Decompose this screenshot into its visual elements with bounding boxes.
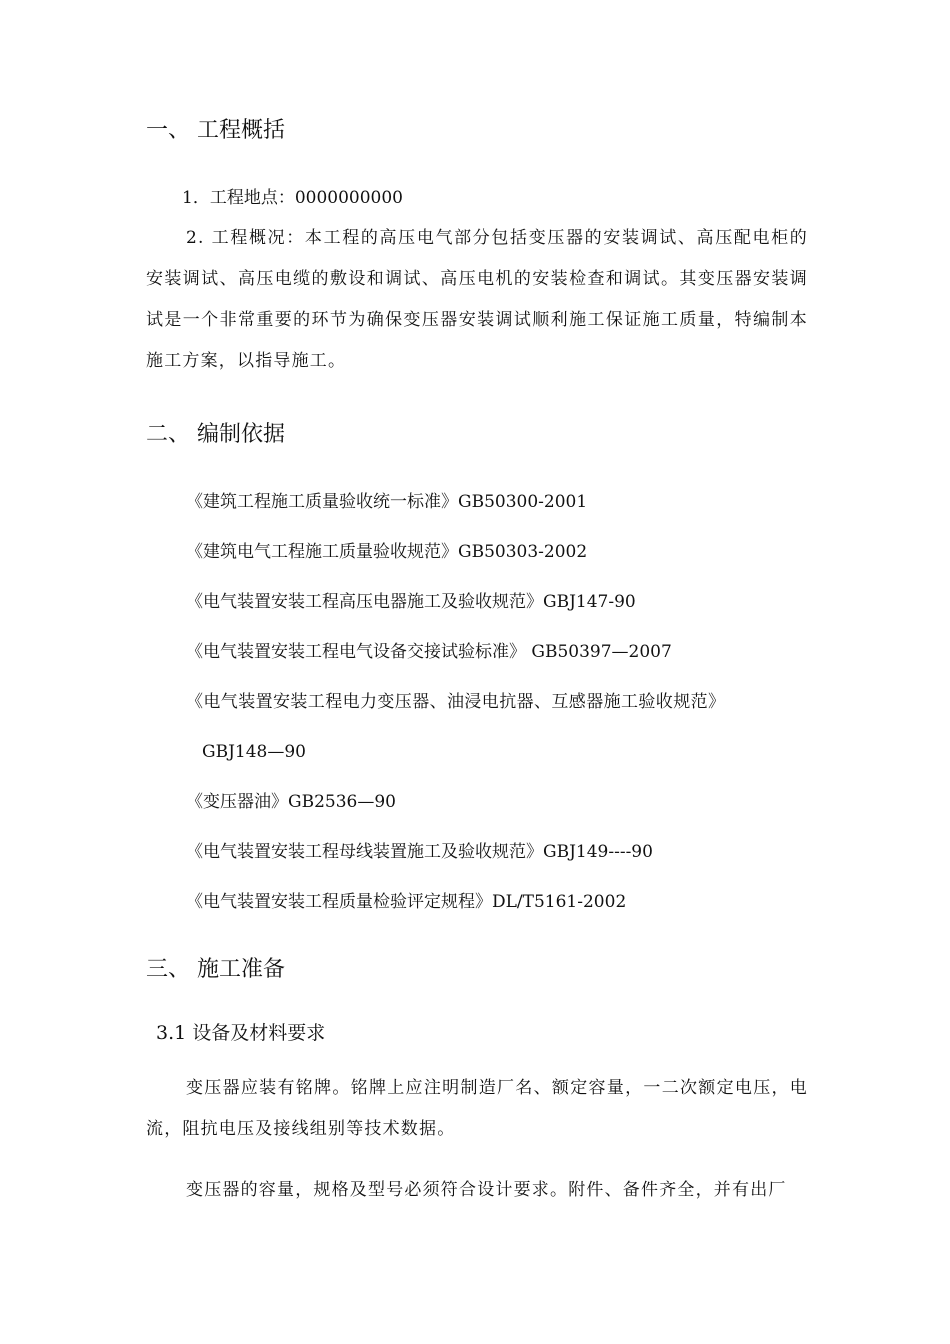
reference-item: 《变压器油》GB2536—90 <box>186 792 396 812</box>
subsection-3-1-paragraph-1: 变压器应装有铭牌。铭牌上应注明制造厂名、额定容量，一二次额定电压，电流，阻抗电压及接线组别等技术数据。 <box>146 1078 808 1139</box>
reference-item-continuation: GBJ148—90 <box>202 742 306 762</box>
section-1-item-overview: 2. 工程概况：本工程的高压电气部分包括变压器的安装调试、高压配电柜的安装调试、高压电缆的敷设和调试、高压电机的安装检查和调试。其变压器安装调试是一个非常重要的环节为确保变压器安装调试顺利施工保证施工质量，特编制本施工方案，以指导施工。 <box>146 228 808 371</box>
subsection-3-1-paragraph-2: 变压器的容量，规格及型号必须符合设计要求。附件、备件齐全，并有出厂 <box>186 1180 787 1200</box>
reference-item: 《电气装置安装工程电气设备交接试验标准》 GB50397—2007 <box>186 642 672 662</box>
section-3-heading: 三、 施工准备 <box>146 957 285 982</box>
section-2-heading: 二、 编制依据 <box>146 422 285 447</box>
reference-item: 《电气装置安装工程质量检验评定规程》DL/T5161-2002 <box>186 892 627 912</box>
subsection-3-1-heading: 3.1 设备及材料要求 <box>156 1022 326 1044</box>
section-1-item-location: 1．工程地点：0000000000 <box>182 188 403 208</box>
section-1-heading: 一、 工程概括 <box>146 118 285 143</box>
reference-item: 《建筑工程施工质量验收统一标准》GB50300-2001 <box>186 492 588 512</box>
reference-item: 《电气装置安装工程电力变压器、油浸电抗器、互感器施工验收规范》 <box>186 692 726 712</box>
reference-item: 《电气装置安装工程高压电器施工及验收规范》GBJ147-90 <box>186 592 636 612</box>
reference-item: 《电气装置安装工程母线装置施工及验收规范》GBJ149----90 <box>186 842 653 862</box>
reference-item: 《建筑电气工程施工质量验收规范》GB50303-2002 <box>186 542 588 562</box>
